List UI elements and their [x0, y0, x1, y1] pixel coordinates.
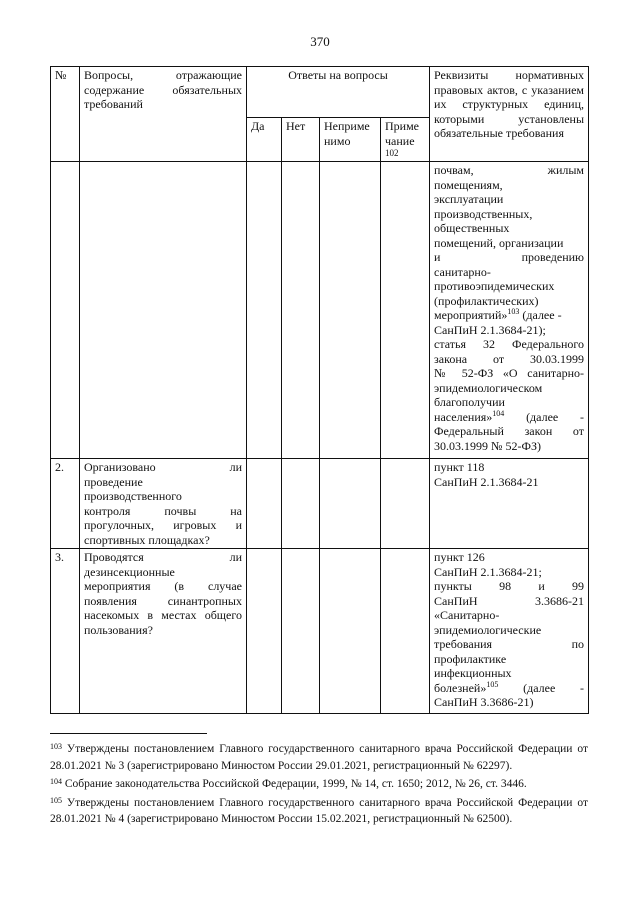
header-requisites: Реквизиты нормативных правовых актов, с указанием их структурных единиц, которыми установлены обязательные требования — [430, 67, 589, 162]
row-requisites: пункт 126 СанПиН 2.1.3684-21; пункты 98 и 99 СанПиН 3.3686-21 «Санитарно- эпидемиологические требования по профилактике инфекционных болезней»$^{105}$ (далее - СанПиН 3.3686-21) — [430, 549, 589, 714]
footnote-separator — [50, 733, 207, 734]
footnote-104: $^{104}$ Собрание законодательства Российской Федерации, 1999, № 14, ст. 1650; 2012, № 26, ст. 3446. — [50, 777, 527, 790]
table-row-continuation — [51, 162, 589, 459]
header-no: Нет — [282, 118, 320, 162]
row-number: 2. — [51, 459, 80, 549]
footnote-103: $^{103}$ Утверждены постановлением Главного государственного санитарного врача Российской Федерации от 28.01.2021 № 3 (зарегистрировано Минюстом России 29.01.2021, регистрационный № 62297). — [50, 742, 588, 772]
page-number: 370 — [310, 34, 330, 49]
header-answers: Ответы на вопросы — [247, 67, 430, 118]
footnote-ref-105: 105 — [486, 679, 499, 689]
table-header-row — [51, 67, 589, 118]
footnotes — [50, 739, 588, 828]
row-number: 3. — [51, 549, 80, 714]
row-question: Проводятся ли дезинсекционные мероприятия (в случае появления синантропных насекомых в местах общего пользования? — [80, 549, 247, 714]
header-yes: Да — [247, 118, 282, 162]
table-row-3 — [51, 549, 589, 714]
continuation-requisites: почвам, жилым помещениям, эксплуатации производственных, общественных помещений, организации и проведению санитарно- противоэпидемических (профилактических) мероприятий»$^{103}$ (далее - СанПиН 2.1.3684-21); статья 32 Федерального закона от 30.03.1999 № 52-ФЗ «О санитарно- эпидемиологическом благополучии населения»$^{104}$ (далее - Федеральный закон от 30.03.1999 № 52-ФЗ) — [430, 162, 589, 459]
header-not-applicable: Неприме нимо — [320, 118, 381, 162]
table-row-2 — [51, 459, 589, 549]
footnote-105: $^{105}$ Утверждены постановлением Главного государственного санитарного врача Российской Федерации от 28.01.2021 № 4 (зарегистрировано Минюстом России 15.02.2021, регистрационный № 62500). — [50, 795, 588, 825]
requirements-table — [50, 66, 589, 714]
footnote-ref-103: 103 — [507, 307, 520, 316]
header-note: Приме чание 102 — [381, 118, 430, 162]
footnote-ref-102: 102 — [385, 148, 399, 158]
header-number: № — [51, 67, 80, 162]
footnote-ref-104: 104 — [492, 408, 505, 418]
row-question: Организовано ли проведение производственного контроля почвы на прогулочных, игровых и спортивных площадках? — [80, 459, 247, 549]
header-questions: Вопросы, отражающие содержание обязательных требований — [80, 67, 247, 162]
row-requisites: пункт 118 СанПиН 2.1.3684-21 — [430, 459, 589, 549]
